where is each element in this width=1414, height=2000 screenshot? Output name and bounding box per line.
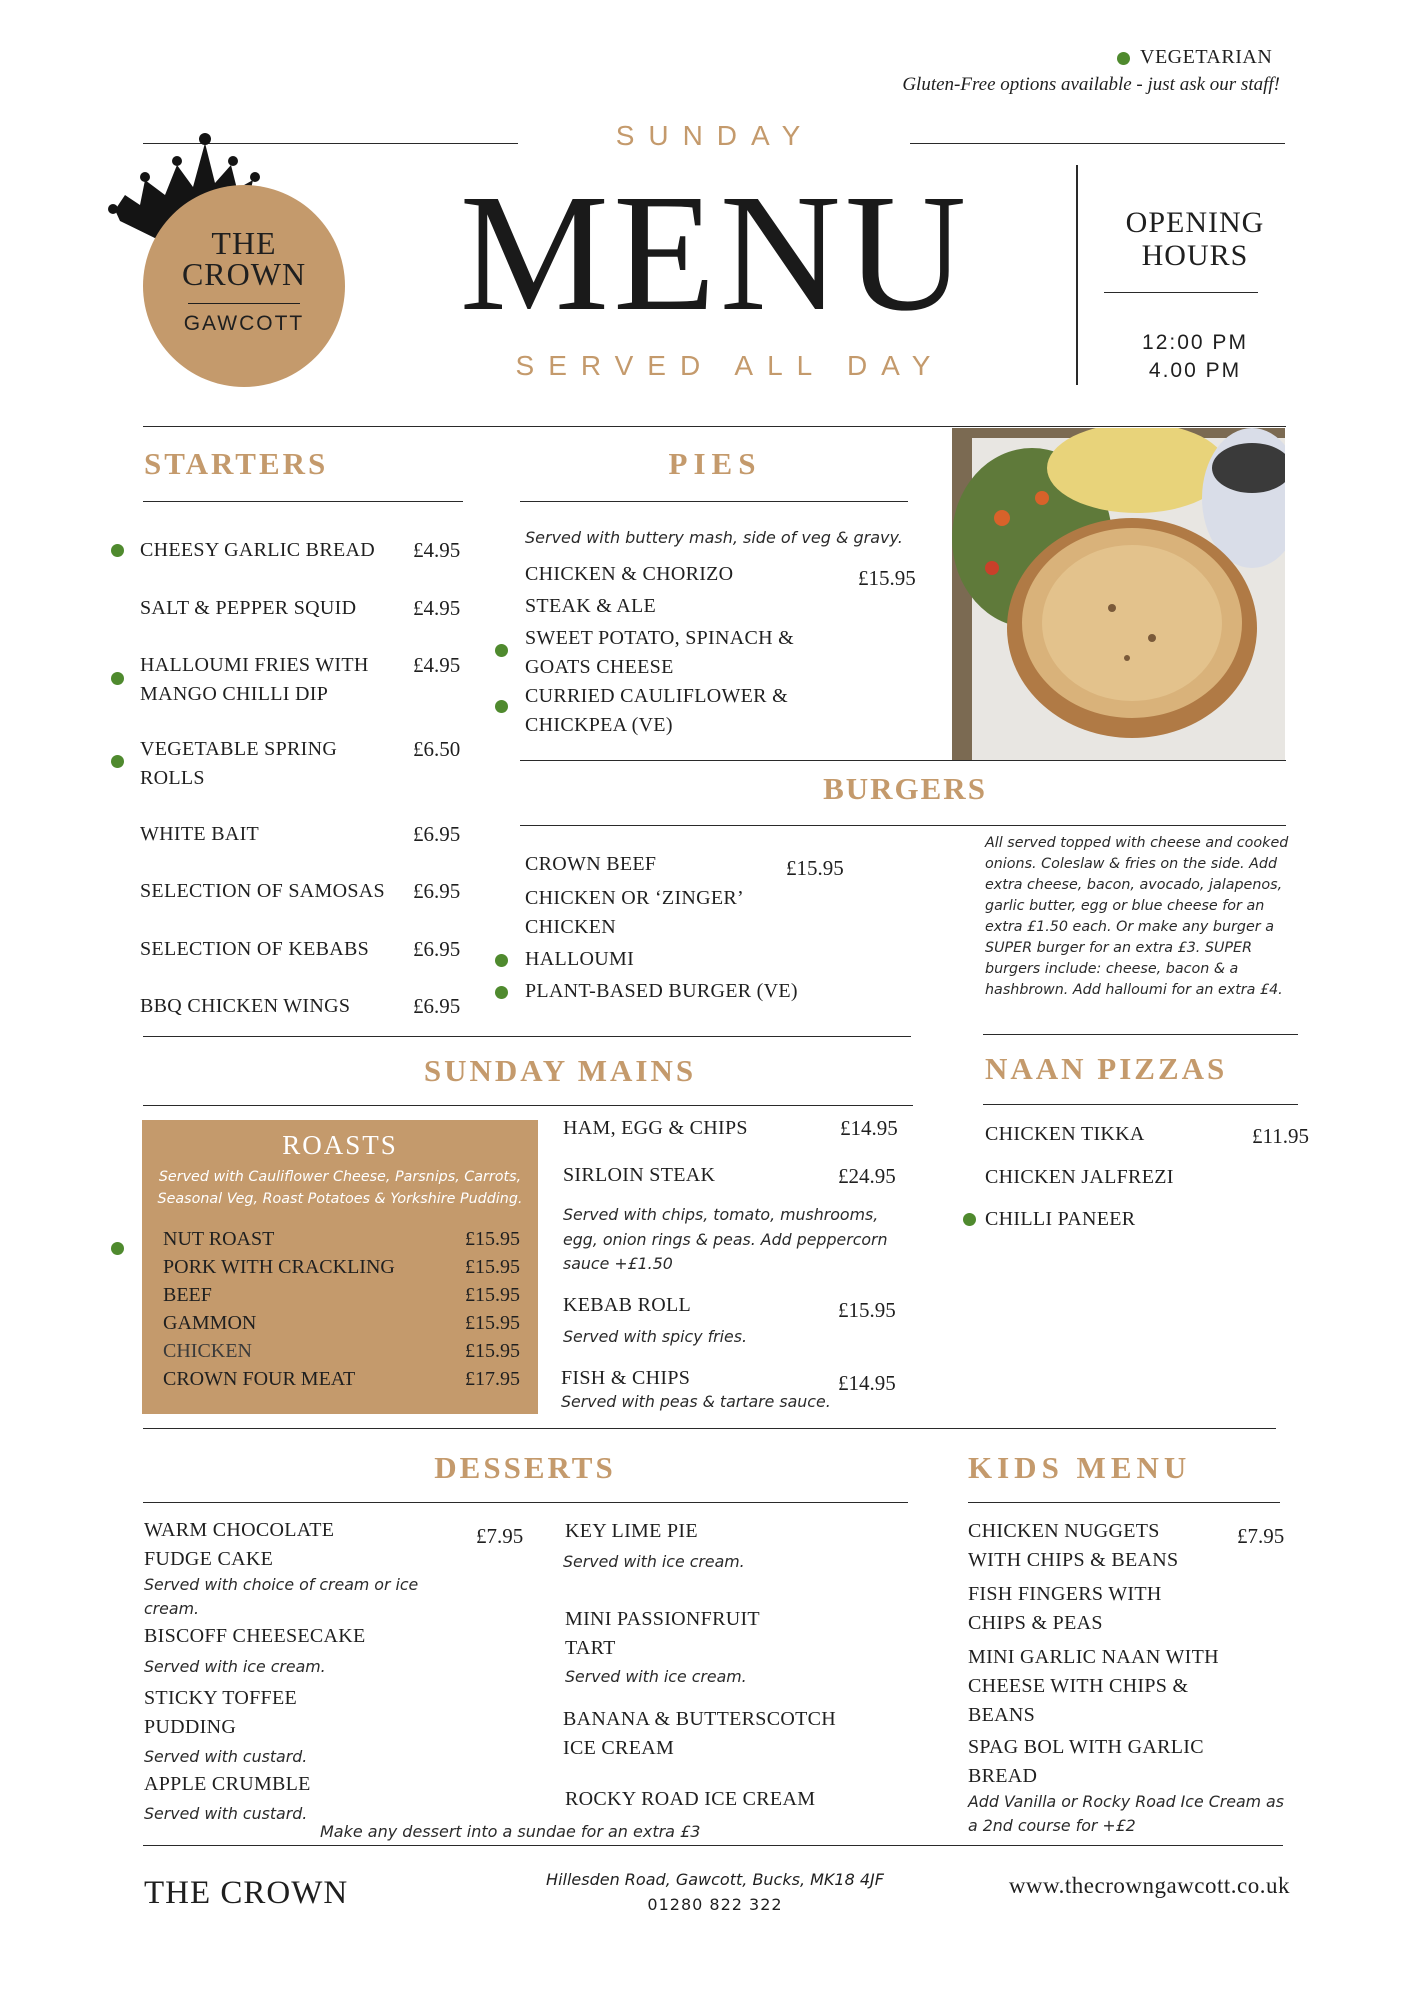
- starter-price: £4.95: [413, 653, 461, 677]
- main-price: £15.95: [838, 1298, 896, 1322]
- main-name: KEBAB ROLL: [563, 1294, 691, 1316]
- burgers-note: All served topped with cheese and cooked onions. Coleslaw & fries on the side. Add extra cheese, bacon, avocado, jalapenos, garlic butter, egg or blue cheese for an extra £1.50 each. Or make any burger a SUPER burger for an extra £3. SUPER burgers include: cheese, bacon & a hashbrown. Add halloumi for an extra £4.: [985, 835, 1289, 998]
- hours-time-2: 4.00 PM: [1148, 359, 1242, 382]
- starters-rule: [143, 501, 463, 502]
- logo: [100, 125, 360, 390]
- dessert-note: Served with ice cream.: [144, 1657, 326, 1676]
- desserts-price: £7.95: [476, 1524, 524, 1548]
- veg-dot: [495, 644, 508, 657]
- veg-dot: [111, 1242, 124, 1255]
- starter-name: HALLOUMI FRIES WITH MANGO CHILLI DIP: [140, 654, 369, 705]
- pie-name: SWEET POTATO, SPINACH & GOATS CHEESE: [525, 627, 795, 678]
- starter-price: £4.95: [413, 538, 461, 562]
- dessert-name: BANANA & BUTTERSCOTCH ICE CREAM: [563, 1708, 836, 1759]
- vegetarian-legend-dot: [1117, 52, 1130, 65]
- pies-rule: [520, 501, 908, 502]
- footer-rule: [143, 1845, 1283, 1846]
- dessert-name: MINI PASSIONFRUIT TART: [565, 1608, 760, 1659]
- pie-name: STEAK & ALE: [525, 595, 657, 617]
- starter-price: £6.95: [413, 822, 461, 846]
- roast-price: £15.95: [465, 1228, 520, 1250]
- burger-name: HALLOUMI: [525, 948, 635, 970]
- pie-name: CHICKEN & CHORIZO: [525, 563, 734, 585]
- mains-bottom-rule: [143, 1428, 1276, 1429]
- burgers-bottom-rule-left: [143, 1036, 911, 1037]
- dessert-note: Served with custard.: [144, 1747, 308, 1766]
- dessert-note: Served with choice of cream or ice cream.: [144, 1575, 419, 1618]
- pie-name: CURRIED CAULIFLOWER & CHICKPEA (VE): [525, 685, 788, 736]
- dessert-name: APPLE CRUMBLE: [144, 1773, 311, 1795]
- starter-name: WHITE BAIT: [140, 823, 260, 845]
- main-price: £14.95: [838, 1371, 896, 1395]
- sunday-heading: SUNDAY: [615, 120, 815, 151]
- pies-title: PIES: [668, 446, 762, 481]
- pies-price: £15.95: [858, 566, 916, 590]
- kids-item: SPAG BOL WITH GARLIC BREAD: [968, 1736, 1204, 1787]
- logo-line1: THE: [211, 225, 277, 261]
- starter-price: £6.50: [413, 737, 461, 761]
- starter-name: CHEESY GARLIC BREAD: [140, 539, 375, 561]
- dessert-name: ROCKY ROAD ICE CREAM: [565, 1788, 816, 1810]
- starter-price: £6.95: [413, 879, 461, 903]
- naan-rule: [983, 1104, 1298, 1105]
- dessert-note: Served with custard.: [144, 1804, 308, 1823]
- roast-name: GAMMON: [163, 1312, 257, 1334]
- roast-name: BEEF: [163, 1284, 212, 1306]
- vegetarian-legend-label: VEGETARIAN: [1140, 46, 1273, 68]
- pies-note: Served with buttery mash, side of veg & gravy.: [525, 528, 903, 547]
- burger-name: CROWN BEEF: [525, 853, 657, 875]
- main-name: FISH & CHIPS: [561, 1367, 691, 1389]
- menu-title: MENU: [459, 160, 971, 346]
- veg-dot: [495, 700, 508, 713]
- roasts-title: ROASTS: [282, 1130, 398, 1160]
- roast-price: £15.95: [465, 1312, 520, 1334]
- dessert-name: WARM CHOCOLATE FUDGE CAKE: [144, 1519, 335, 1570]
- kids-price: £7.95: [1237, 1524, 1285, 1548]
- fish-note: Served with peas & tartare sauce.: [561, 1392, 831, 1411]
- main-name: HAM, EGG & CHIPS: [563, 1117, 748, 1139]
- hours-title-1: OPENING: [1125, 206, 1265, 239]
- naan-name: CHICKEN TIKKA: [985, 1123, 1145, 1145]
- kebab-note: Served with spicy fries.: [563, 1327, 748, 1346]
- veg-dot: [495, 954, 508, 967]
- roast-name: PORK WITH CRACKLING: [163, 1256, 395, 1278]
- dessert-name: BISCOFF CHEESECAKE: [144, 1625, 366, 1647]
- veg-dot: [111, 672, 124, 685]
- roasts-note: Served with Cauliflower Cheese, Parsnips, Carrots, Seasonal Veg, Roast Potatoes & Yorkshire Pudding.: [157, 1169, 523, 1207]
- served-all-day: SERVED ALL DAY: [515, 350, 945, 381]
- kids-item: FISH FINGERS WITH CHIPS & PEAS: [968, 1583, 1162, 1634]
- desserts-rule: [143, 1502, 908, 1503]
- hours-time-1: 12:00 PM: [1142, 331, 1248, 354]
- sundae-note: Make any dessert into a sundae for an extra £3: [320, 1822, 701, 1841]
- logo-line2: CROWN: [181, 256, 307, 292]
- starter-name: SELECTION OF SAMOSAS: [140, 880, 385, 902]
- roast-name: NUT ROAST: [163, 1228, 275, 1250]
- veg-dot: [963, 1213, 976, 1226]
- pie-photo: [952, 428, 1285, 760]
- roast-price: £17.95: [465, 1368, 520, 1390]
- roast-price: £15.95: [465, 1256, 520, 1278]
- starter-price: £4.95: [413, 596, 461, 620]
- naan-name: CHILLI PANEER: [985, 1208, 1136, 1230]
- sunday-mains-title: SUNDAY MAINS: [423, 1053, 697, 1088]
- naan-pizzas-title: NAAN PIZZAS: [985, 1051, 1228, 1086]
- veg-dot: [111, 544, 124, 557]
- kids-menu-title: KIDS MENU: [968, 1450, 1192, 1485]
- hours-vertical-line: [1076, 165, 1078, 385]
- kids-note: Add Vanilla or Rocky Road Ice Cream as a 2nd course for +£2: [968, 1792, 1284, 1835]
- roast-name: CROWN FOUR MEAT: [163, 1368, 356, 1390]
- pies-bottom-rule: [520, 760, 1286, 761]
- burgers-bottom-rule-right: [983, 1034, 1298, 1035]
- main-price: £24.95: [838, 1164, 896, 1188]
- starters-title: STARTERS: [144, 446, 329, 481]
- starter-name: SALT & PEPPER SQUID: [140, 597, 357, 619]
- header-line-right: [910, 143, 1285, 144]
- main-name: SIRLOIN STEAK: [563, 1164, 716, 1186]
- roast-name: CHICKEN: [163, 1340, 252, 1362]
- header-bottom-rule: [143, 426, 1286, 427]
- burgers-title: BURGERS: [823, 771, 987, 806]
- dessert-note: Served with ice cream.: [563, 1552, 745, 1571]
- mains-rule: [143, 1105, 913, 1106]
- burgers-rule: [520, 825, 1286, 826]
- starter-price: £6.95: [413, 937, 461, 961]
- footer-name: THE CROWN: [144, 1875, 349, 1911]
- roast-price: £15.95: [465, 1340, 520, 1362]
- naan-price: £11.95: [1252, 1124, 1309, 1148]
- burgers-price: £15.95: [786, 856, 844, 880]
- dessert-name: KEY LIME PIE: [565, 1520, 698, 1542]
- starter-name: VEGETABLE SPRING ROLLS: [140, 738, 338, 789]
- steak-note: Served with chips, tomato, mushrooms, egg, onion rings & peas. Add peppercorn sauce +£1.50: [563, 1205, 888, 1273]
- logo-line3: GAWCOTT: [183, 312, 305, 335]
- starter-name: BBQ CHICKEN WINGS: [140, 995, 351, 1017]
- dessert-name: STICKY TOFFEE PUDDING: [144, 1687, 298, 1738]
- burger-name: CHICKEN OR ‘ZINGER’ CHICKEN: [525, 887, 743, 938]
- burger-name: PLANT-BASED BURGER (VE): [525, 980, 798, 1002]
- footer-website[interactable]: www.thecrowngawcott.co.uk: [1008, 1873, 1290, 1898]
- hours-title-2: HOURS: [1141, 239, 1249, 272]
- kids-rule: [968, 1502, 1280, 1503]
- hours-divider: [1104, 292, 1258, 293]
- gluten-free-note: Gluten-Free options available - just ask our staff!: [902, 74, 1280, 95]
- desserts-title: DESSERTS: [434, 1450, 616, 1485]
- footer-phone: 01280 822 322: [647, 1895, 783, 1914]
- naan-name: CHICKEN JALFREZI: [985, 1166, 1174, 1188]
- veg-dot: [111, 755, 124, 768]
- main-price: £14.95: [840, 1116, 898, 1140]
- veg-dot: [495, 986, 508, 999]
- pie-image-illustration: [952, 428, 1285, 760]
- starter-price: £6.95: [413, 994, 461, 1018]
- logo-divider: [188, 303, 300, 304]
- roast-price: £15.95: [465, 1284, 520, 1306]
- starter-name: SELECTION OF KEBABS: [140, 938, 370, 960]
- dessert-note: Served with ice cream.: [565, 1667, 747, 1686]
- footer-address: Hillesden Road, Gawcott, Bucks, MK18 4JF: [546, 1870, 884, 1889]
- kids-item: CHICKEN NUGGETS WITH CHIPS & BEANS: [968, 1520, 1179, 1571]
- kids-item: MINI GARLIC NAAN WITH CHEESE WITH CHIPS & BEANS: [968, 1646, 1219, 1726]
